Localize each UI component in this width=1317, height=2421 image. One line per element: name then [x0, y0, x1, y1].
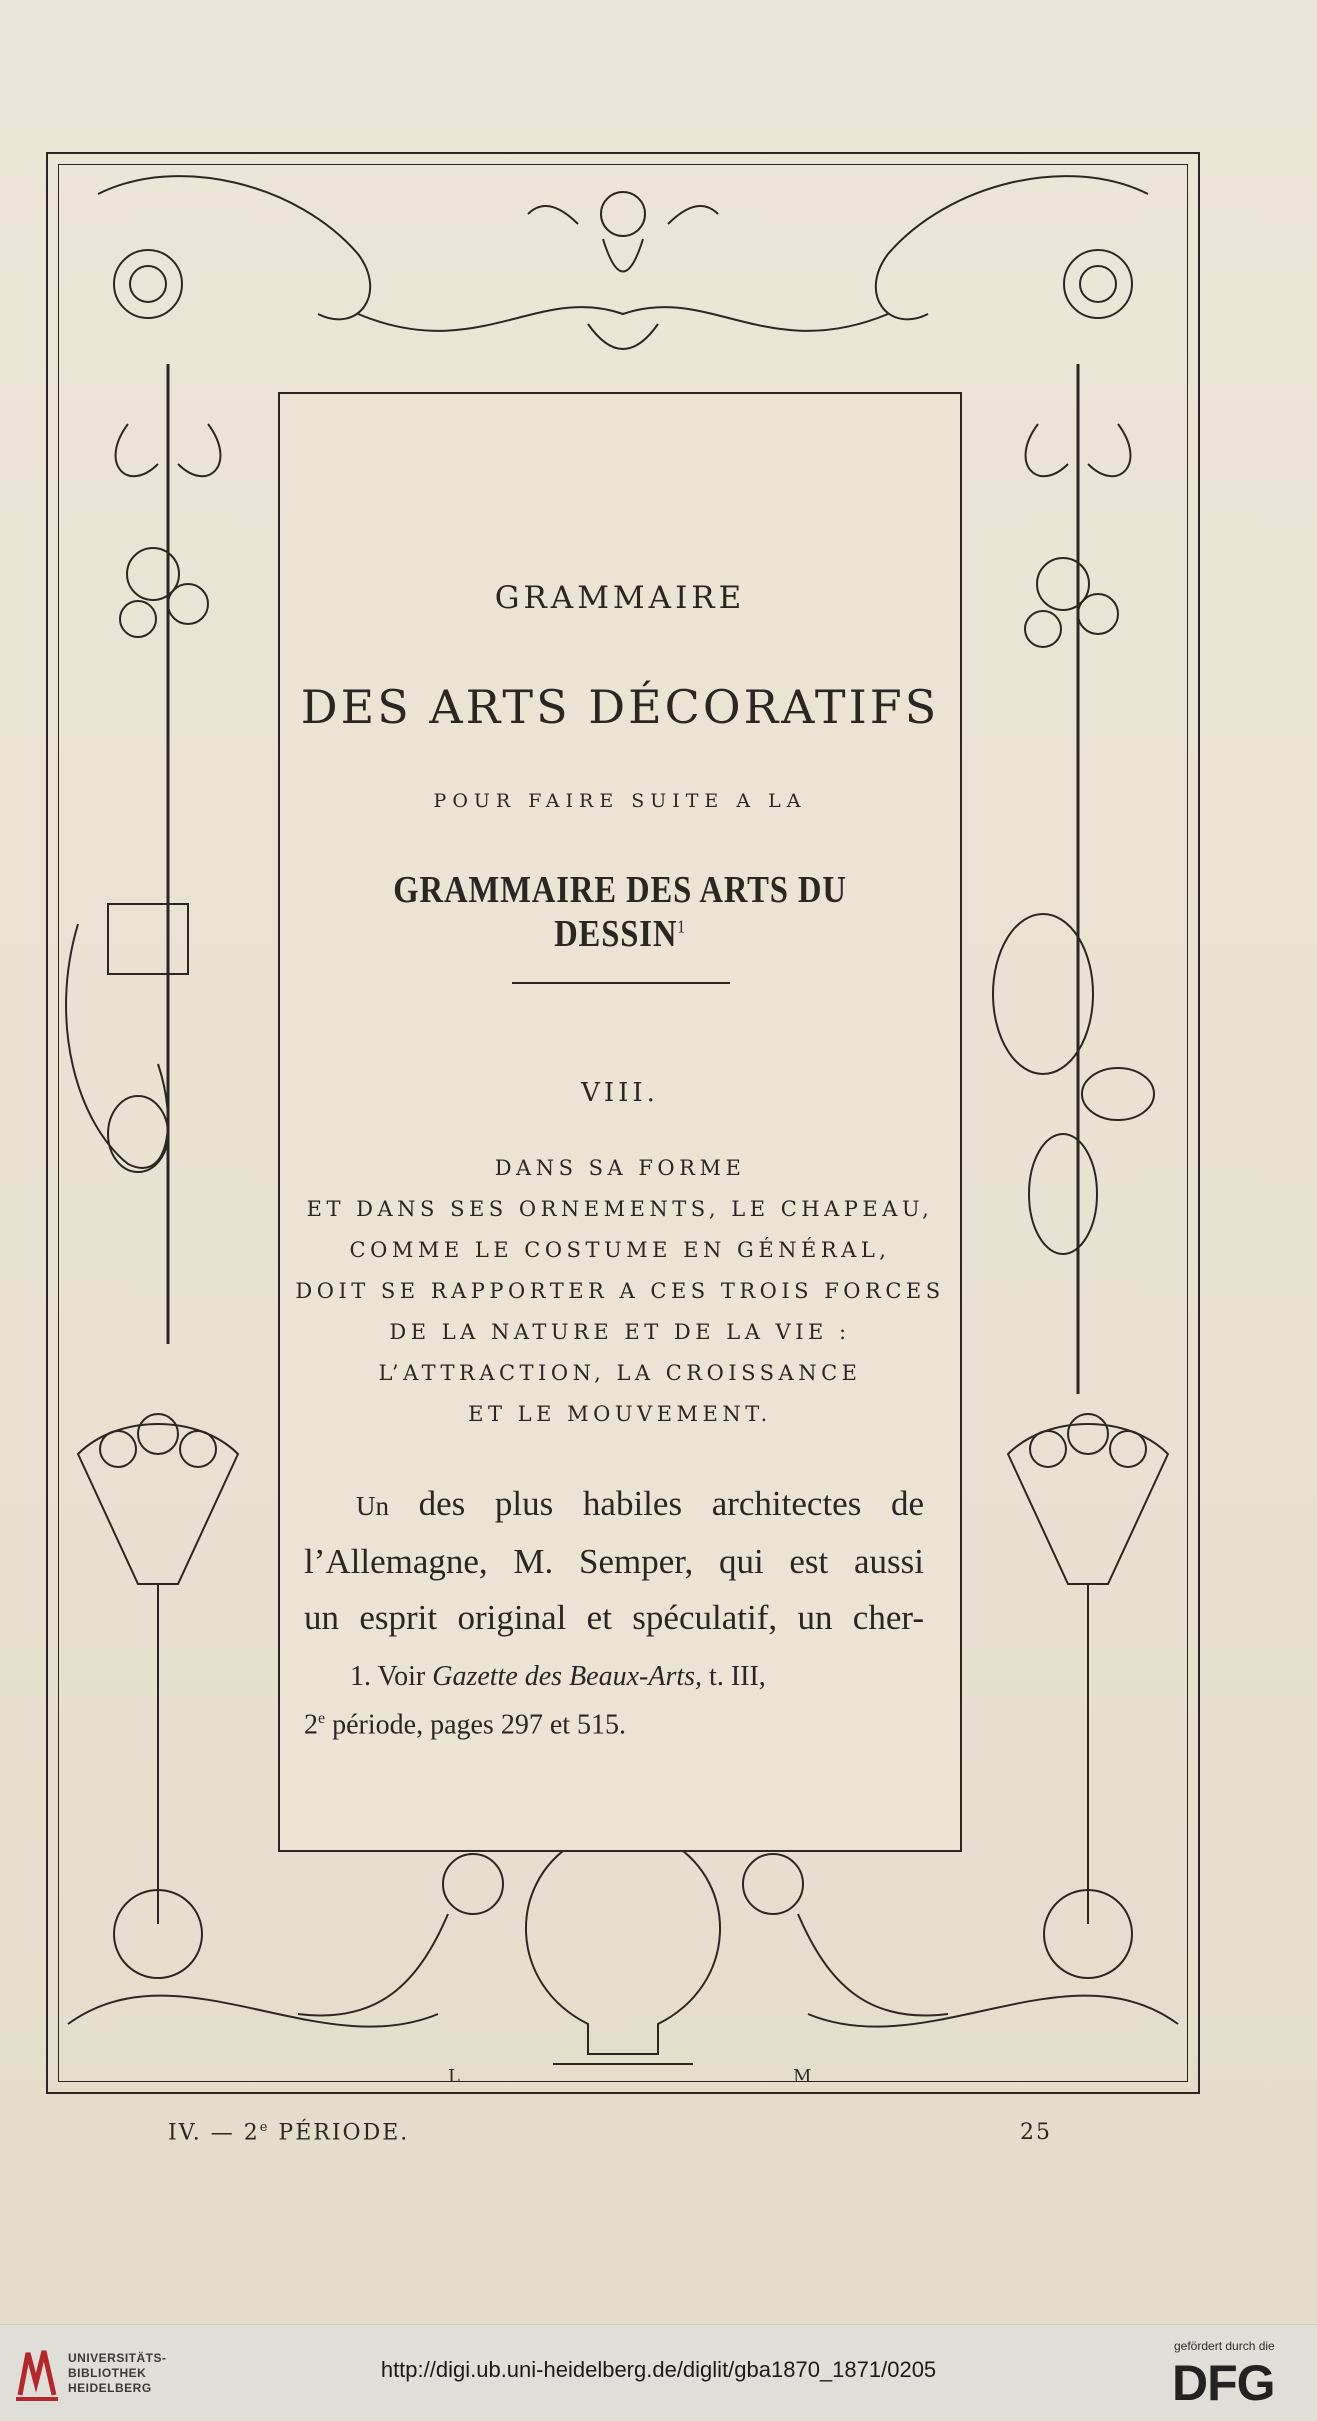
body-line	[304, 1476, 924, 1534]
title-line-4-text: GRAMMAIRE DES ARTS DU DESSIN	[393, 869, 847, 955]
footnote-line-2	[304, 1698, 924, 1746]
title-line-3: POUR FAIRE SUITE A LA	[433, 790, 807, 812]
body-paragraph	[304, 1476, 924, 1646]
title-line-1: GRAMMAIRE	[494, 580, 746, 616]
footnote-line-2-rest: période, pages 297 et 515.	[325, 1709, 627, 1741]
footnote-line-1	[304, 1656, 924, 1698]
footnote-post: t. III,	[702, 1661, 766, 1692]
footnote-pre: Voir	[371, 1661, 433, 1692]
footnote-journal: Gazette des Beaux-Arts,	[432, 1661, 703, 1692]
chapter-number: VIII.	[581, 1078, 659, 1108]
footer-sup: e	[259, 2120, 270, 2135]
body-line-1-rest: des plus habiles architectes de	[389, 1484, 924, 1523]
footnote-number: 1.	[350, 1661, 371, 1692]
body-lead-word: Un	[356, 1491, 389, 1521]
motto-line: ET DANS SES ORNEMENTS, LE CHAPEAU,	[306, 1197, 934, 1221]
motto-line: ET LE MOUVEMENT.	[468, 1402, 772, 1426]
footnote	[304, 1656, 924, 1746]
footer-period: PÉRIODE.	[269, 2120, 410, 2146]
footnote-ordinal: 2	[304, 1709, 318, 1741]
footer-volume: IV. — 2	[168, 2120, 260, 2146]
divider-rule	[512, 982, 730, 984]
library-name-line: BIBLIOTHEK	[68, 2366, 147, 2380]
footnote-marker: 1	[677, 916, 686, 937]
motto-line: DE LA NATURE ET DE LA VIE :	[389, 1320, 851, 1344]
running-footer-left	[168, 2120, 409, 2145]
library-name-line: HEIDELBERG	[68, 2381, 152, 2395]
viewer-bottom-bar	[0, 2324, 1317, 2421]
funded-by-caption: gefördert durch die	[1174, 2339, 1275, 2353]
library-name-line: UNIVERSITÄTS-	[68, 2351, 167, 2365]
motto-line: L’ATTRACTION, LA CROISSANCE	[378, 1361, 862, 1385]
dfg-logo[interactable]: DFG	[1172, 2355, 1275, 2411]
motto-line: DANS SA FORME	[494, 1156, 746, 1180]
body-line: l’Allemagne, M. Semper, qui est aussi	[304, 1542, 924, 1581]
page-number: 25	[1020, 2120, 1052, 2145]
motto-block	[278, 1148, 962, 1435]
body-line: un esprit original et spéculatif, un cher-	[304, 1598, 924, 1637]
footnote-ordinal-sup: e	[318, 1710, 326, 1727]
motto-line: DOIT SE RAPPORTER A CES TROIS FORCES	[295, 1279, 945, 1303]
engraver-initial-right: M	[793, 2066, 812, 2082]
engraver-initial-left: L	[448, 2066, 460, 2082]
title-line-4	[326, 868, 914, 956]
permalink-url[interactable]: http://digi.ub.uni-heidelberg.de/diglit/gba1870_1871/0205	[380, 2357, 937, 2382]
title-line-2: DES ARTS DÉCORATIFS	[300, 680, 940, 734]
motto-line: COMME LE COSTUME EN GÉNÉRAL,	[349, 1238, 891, 1262]
